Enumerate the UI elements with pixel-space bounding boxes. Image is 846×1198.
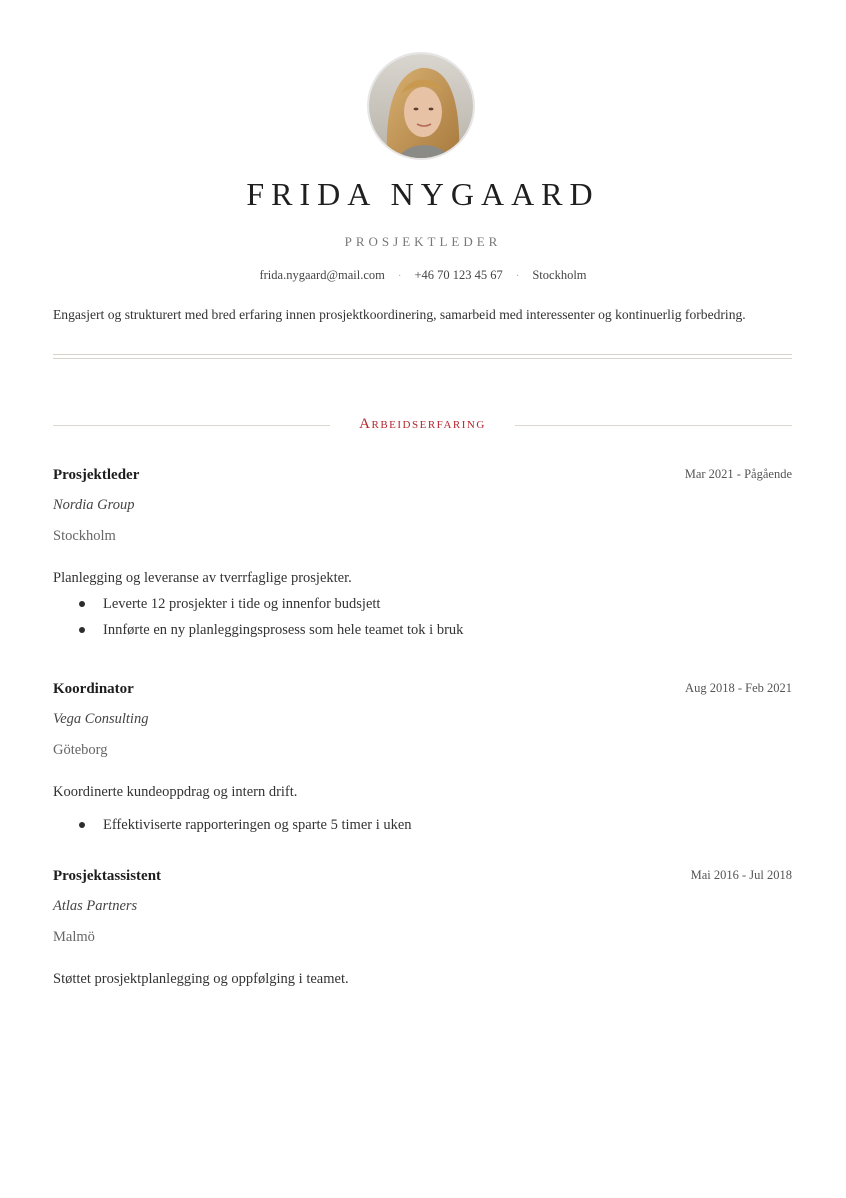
job-description: Støttet prosjektplanlegging og oppfølging i teamet.	[53, 971, 349, 987]
separator: ·	[397, 271, 402, 282]
position-title: Prosjektassistent	[53, 868, 162, 884]
job-description: Planlegging og leveranse av tverrfaglige prosjekter.	[53, 570, 352, 586]
job-title: PROSJEKTLEDER	[344, 234, 502, 249]
section-rule-left	[53, 425, 330, 426]
bullet-icon	[79, 822, 85, 828]
job-location: Göteborg	[53, 742, 108, 758]
job-location: Stockholm	[53, 528, 116, 544]
bullet-icon	[79, 627, 85, 633]
company-name: Atlas Partners	[53, 898, 138, 914]
location-text: Stockholm	[532, 268, 587, 282]
date-range: Mai 2016 - Jul 2018	[690, 868, 792, 882]
email-link[interactable]: frida.nygaard@mail.com	[259, 268, 385, 282]
position-title: Koordinator	[53, 681, 134, 697]
company-name: Vega Consulting	[53, 711, 149, 727]
profile-photo	[369, 54, 473, 158]
achievement-list	[53, 816, 412, 842]
bullet-icon	[79, 601, 85, 607]
job-location: Malmö	[53, 929, 95, 945]
job-description: Koordinerte kundeoppdrag og intern drift.	[53, 784, 298, 800]
date-range: Mar 2021 - Pågående	[684, 467, 792, 481]
section-title: Arbeidserfaring	[359, 416, 486, 432]
company-name: Nordia Group	[53, 497, 135, 513]
header-divider	[53, 354, 792, 360]
position-title: Prosjektleder	[53, 467, 140, 483]
phone-number[interactable]: +46 70 123 45 67	[414, 268, 503, 282]
separator: ·	[515, 271, 520, 282]
candidate-name: FRIDA NYGAARD	[246, 176, 600, 212]
achievement-list	[53, 595, 463, 647]
list-item: Leverte 12 prosjekter i tide og innenfor budsjett	[53, 595, 463, 621]
list-item: Effektiviserte rapporteringen og sparte 5 timer i uken	[53, 816, 412, 842]
date-range: Aug 2018 - Feb 2021	[685, 681, 792, 695]
contact-line	[0, 268, 846, 283]
section-header-experience	[53, 416, 792, 436]
profile-summary: Engasjert og strukturert med bred erfaring innen prosjektkoordinering, samarbeid med interessenter og kontinuerlig forbedring.	[53, 307, 746, 322]
section-rule-right	[515, 425, 792, 426]
list-item: Innførte en ny planleggingsprosess som hele teamet tok i bruk	[53, 621, 463, 647]
